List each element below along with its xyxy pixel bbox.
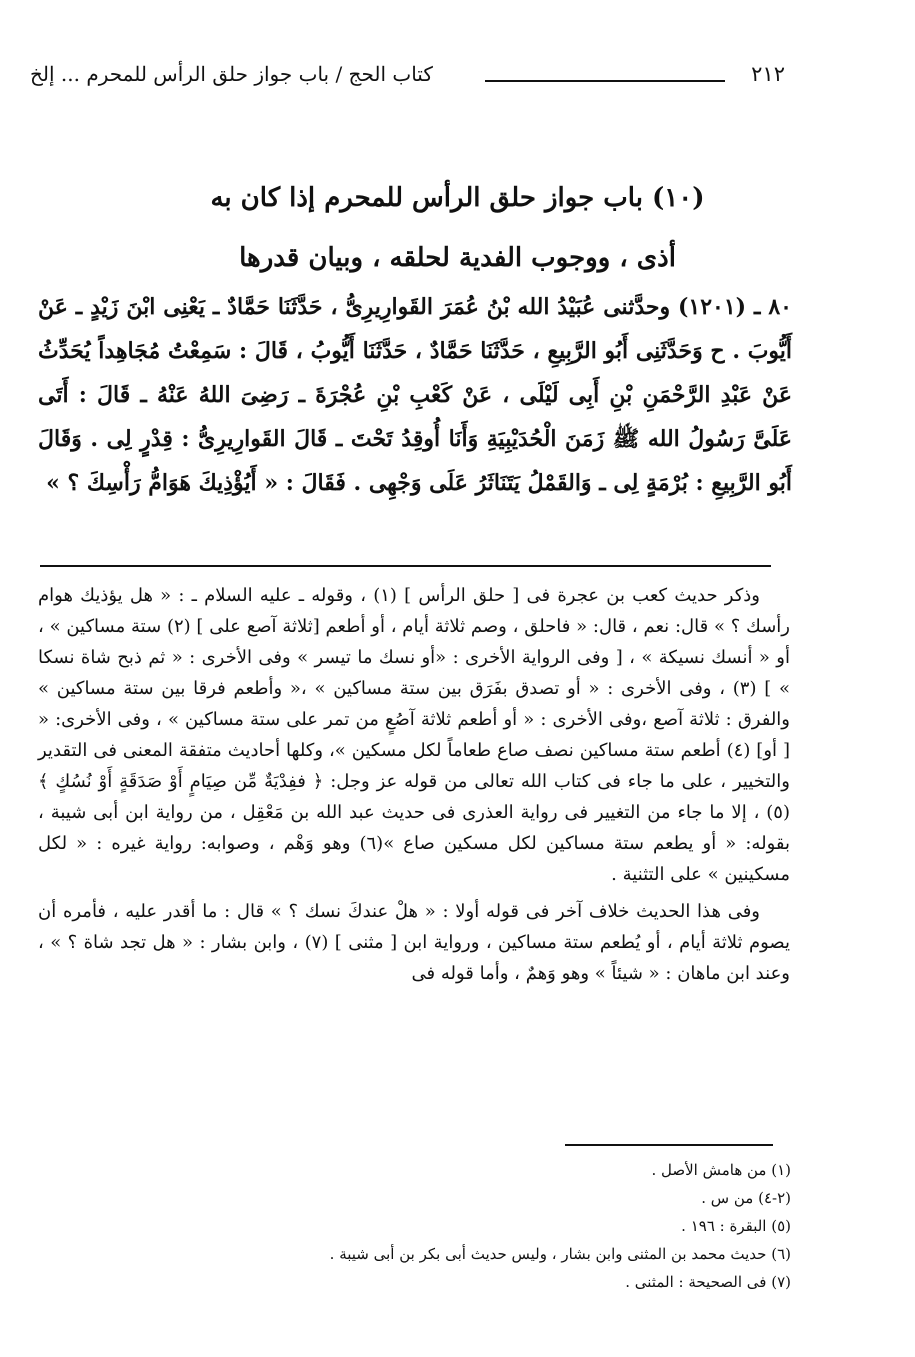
hadith-paragraph: ٨٠ ـ (١٢٠١) وحدَّثنى عُبَيْدُ الله بْنُ عُمَرَ القَوارِيرِىُّ ، حَدَّثَنَا حَمَّادٌ ـ يَعْنِى ابْنَ زَيْدٍ ـ عَنْ أَيُّوبَ . ح وَحَدَّثَنِى أَبُو الرَّبِيعِ ، حَدَّثَنَا حَمَّادٌ ، حَدَّثَنَا أَيُّوبُ ، قَالَ : سَمِعْتُ مُجَاهِداً يُحَدِّثُ عَنْ عَبْدِ الرَّحْمَنِ بْنِ أَبِى لَيْلَى ، عَنْ كَعْبِ بْنِ عُجْرَةَ ـ رَضِىَ اللهُ عَنْهُ ـ قَالَ : أَتَى عَلَىَّ رَسُولُ الله ﷺ زَمَنَ الْحُدَيْبِيَةِ وَأَنَا أُوقِدُ تَحْتَ ـ قَالَ القَوارِيرِىُّ : قِدْرٍ لِى . وَقَالَ أَبُو الرَّبِيعِ : بُرْمَةٍ لِى ـ وَالقَمْلُ يَتَنَاثَرُ عَلَى وَجْهِى . فَقَالَ : « أَيُؤْذِيكَ هَوَامُّ رَأْسِكَ ؟ » bbox=[38, 294, 792, 496]
chapter-title-line-1: (١٠) باب جواز حلق الرأس للمحرم إذا كان به bbox=[210, 183, 705, 213]
commentary-paragraph-1: وذكر حديث كعب بن عجرة فى [ حلق الرأس ] (١) ، وقوله ـ عليه السلام ـ : « هل يؤذيك هوام رأسك ؟ » قال: نعم ، قال: « فاحلق ، وصم ثلاثة أيام ، أو أطعم [ثلاثة آصع على ] (٢) ستة مساكين » ، أو « أنسك نسيكة » ، [ وفى الرواية الأخرى : «أو نسك ما تيسر » وفى الأخرى : « ثم ذبح شاة نسكا » ] (٣) ، وفى الأخرى : « أو تصدق بفَرَق بين ستة مساكين » ،« وأطعم فرقا بين ستة مساكين » والفرق : ثلاثة آصع ،وفى الأخرى : « أو أطعم ثلاثة آصُعٍ من تمر على ستة مساكين » ، وفى الأخرى: « [ أو] (٤) أطعم ستة مساكين نصف صاع طعاماً لكل مسكين »، وكلها أحاديث متفقة المعنى فى التقدير والتخيير ، على ما جاء فى كتاب الله تعالى من قوله عز وجل: ﴿ ففِدْيَةٌ مِّن صِيَامٍ أَوْ صَدَقَةٍ أَوْ نُسُكٍ ﴾ (٥) ، إلا ما جاء من التغيير فى رواية العذرى فى حديث عبد الله بن مَعْقِل ، من رواية ابن أبى شيبة ، بقوله: « أو يطعم ستة مساكين لكل مسكين صاع »(٦) وهو وَهْم ، وصوابه: رواية غيره : « لكل مسكينين » على التثنية . bbox=[38, 585, 791, 885]
commentary bbox=[38, 580, 790, 989]
footnote-item: (٢-٤) من س . bbox=[701, 1189, 791, 1207]
hadith-text bbox=[38, 285, 792, 505]
footnote-item: (٧) فى الصحيحة : المثنى . bbox=[625, 1273, 791, 1291]
running-title: كتاب الحج / باب جواز حلق الرأس للمحرم ... إلخ bbox=[30, 62, 433, 86]
page-number: ٢١٢ bbox=[751, 62, 785, 86]
header-rule bbox=[485, 80, 725, 82]
footnotes bbox=[40, 1156, 791, 1296]
footnote-item: (٥) البقرة : ١٩٦ . bbox=[681, 1217, 791, 1235]
footnote-divider bbox=[565, 1144, 773, 1146]
chapter-title bbox=[90, 168, 825, 288]
text-divider bbox=[40, 565, 771, 567]
running-header bbox=[30, 62, 785, 96]
footnote-item: (١) من هامش الأصل . bbox=[651, 1161, 791, 1179]
chapter-title-line-2: أذى ، ووجوب الفدية لحلقه ، وبيان قدرها bbox=[239, 243, 676, 273]
footnote-item: (٦) حديث محمد بن المثنى وابن بشار ، وليس حديث أبى بكر بن أبى شيبة . bbox=[329, 1245, 791, 1263]
commentary-paragraph-2: وفى هذا الحديث خلاف آخر فى قوله أولا : « هلْ عندكَ نسك ؟ » قال : ما أقدر عليه ، فأمره أن يصوم ثلاثة أيام ، أو يُطعم ستة مساكين ، ورواية ابن [ مثنى ] (٧) ، وابن بشار : « هل تجد شاة ؟ » ، وعند ابن ماهان : « شيئاً » وهو وَهمٌ ، وأما قوله فى bbox=[38, 901, 791, 984]
